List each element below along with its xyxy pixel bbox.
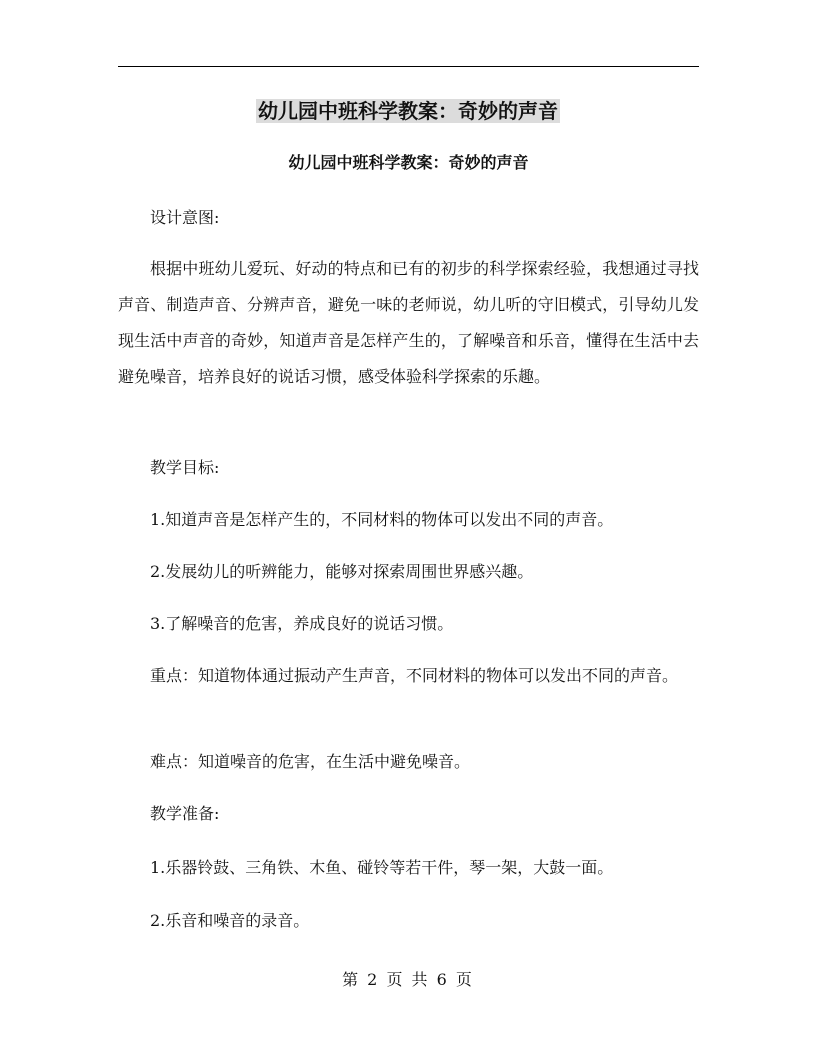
header-rule (118, 66, 699, 67)
paragraph-design-intent-heading: 设计意图: (150, 208, 220, 227)
document-title-text: 幼儿园中班科学教案：奇妙的声音 (258, 99, 558, 123)
paragraph-goal-1: 1.知道声音是怎样产生的，不同材料的物体可以发出不同的声音。 (150, 510, 614, 529)
document-subtitle: 幼儿园中班科学教案：奇妙的声音 (288, 153, 529, 172)
paragraph-design-intent: 根据中班幼儿爱玩、好动的特点和已有的初步的科学探索经验，我想通过寻找声音、制造声音、分辨声音，避免一味的老师说，幼儿听的守旧模式，引导幼儿发现生活中声音的奇妙，知道声音是怎样产生的，了解噪音和乐音，懂得在生活中去避免噪音，培养良好的说话习惯，感受体验科学探索的乐趣。 (118, 259, 699, 386)
paragraph-goal-3: 3.了解噪音的危害，养成良好的说话习惯。 (150, 614, 454, 633)
paragraph-preparation-2: 2.乐音和噪音的录音。 (150, 911, 310, 930)
paragraph-preparation-heading: 教学准备: (150, 804, 220, 823)
paragraph-difficulty: 难点：知道噪音的危害，在生活中避免噪音。 (150, 752, 471, 771)
paragraph-key-point: 重点：知道物体通过振动产生声音，不同材料的物体可以发出不同的声音。 (150, 666, 679, 685)
paragraph-preparation-1: 1.乐器铃鼓、三角铁、木鱼、碰铃等若干件，琴一架，大鼓一面。 (150, 858, 614, 877)
page-number: 第 2 页 共 6 页 (342, 970, 474, 989)
paragraph-goal-2: 2.发展幼儿的听辨能力，能够对探索周围世界感兴趣。 (150, 562, 534, 581)
document-title (0, 96, 816, 126)
paragraph-goals-heading: 教学目标: (150, 458, 220, 477)
